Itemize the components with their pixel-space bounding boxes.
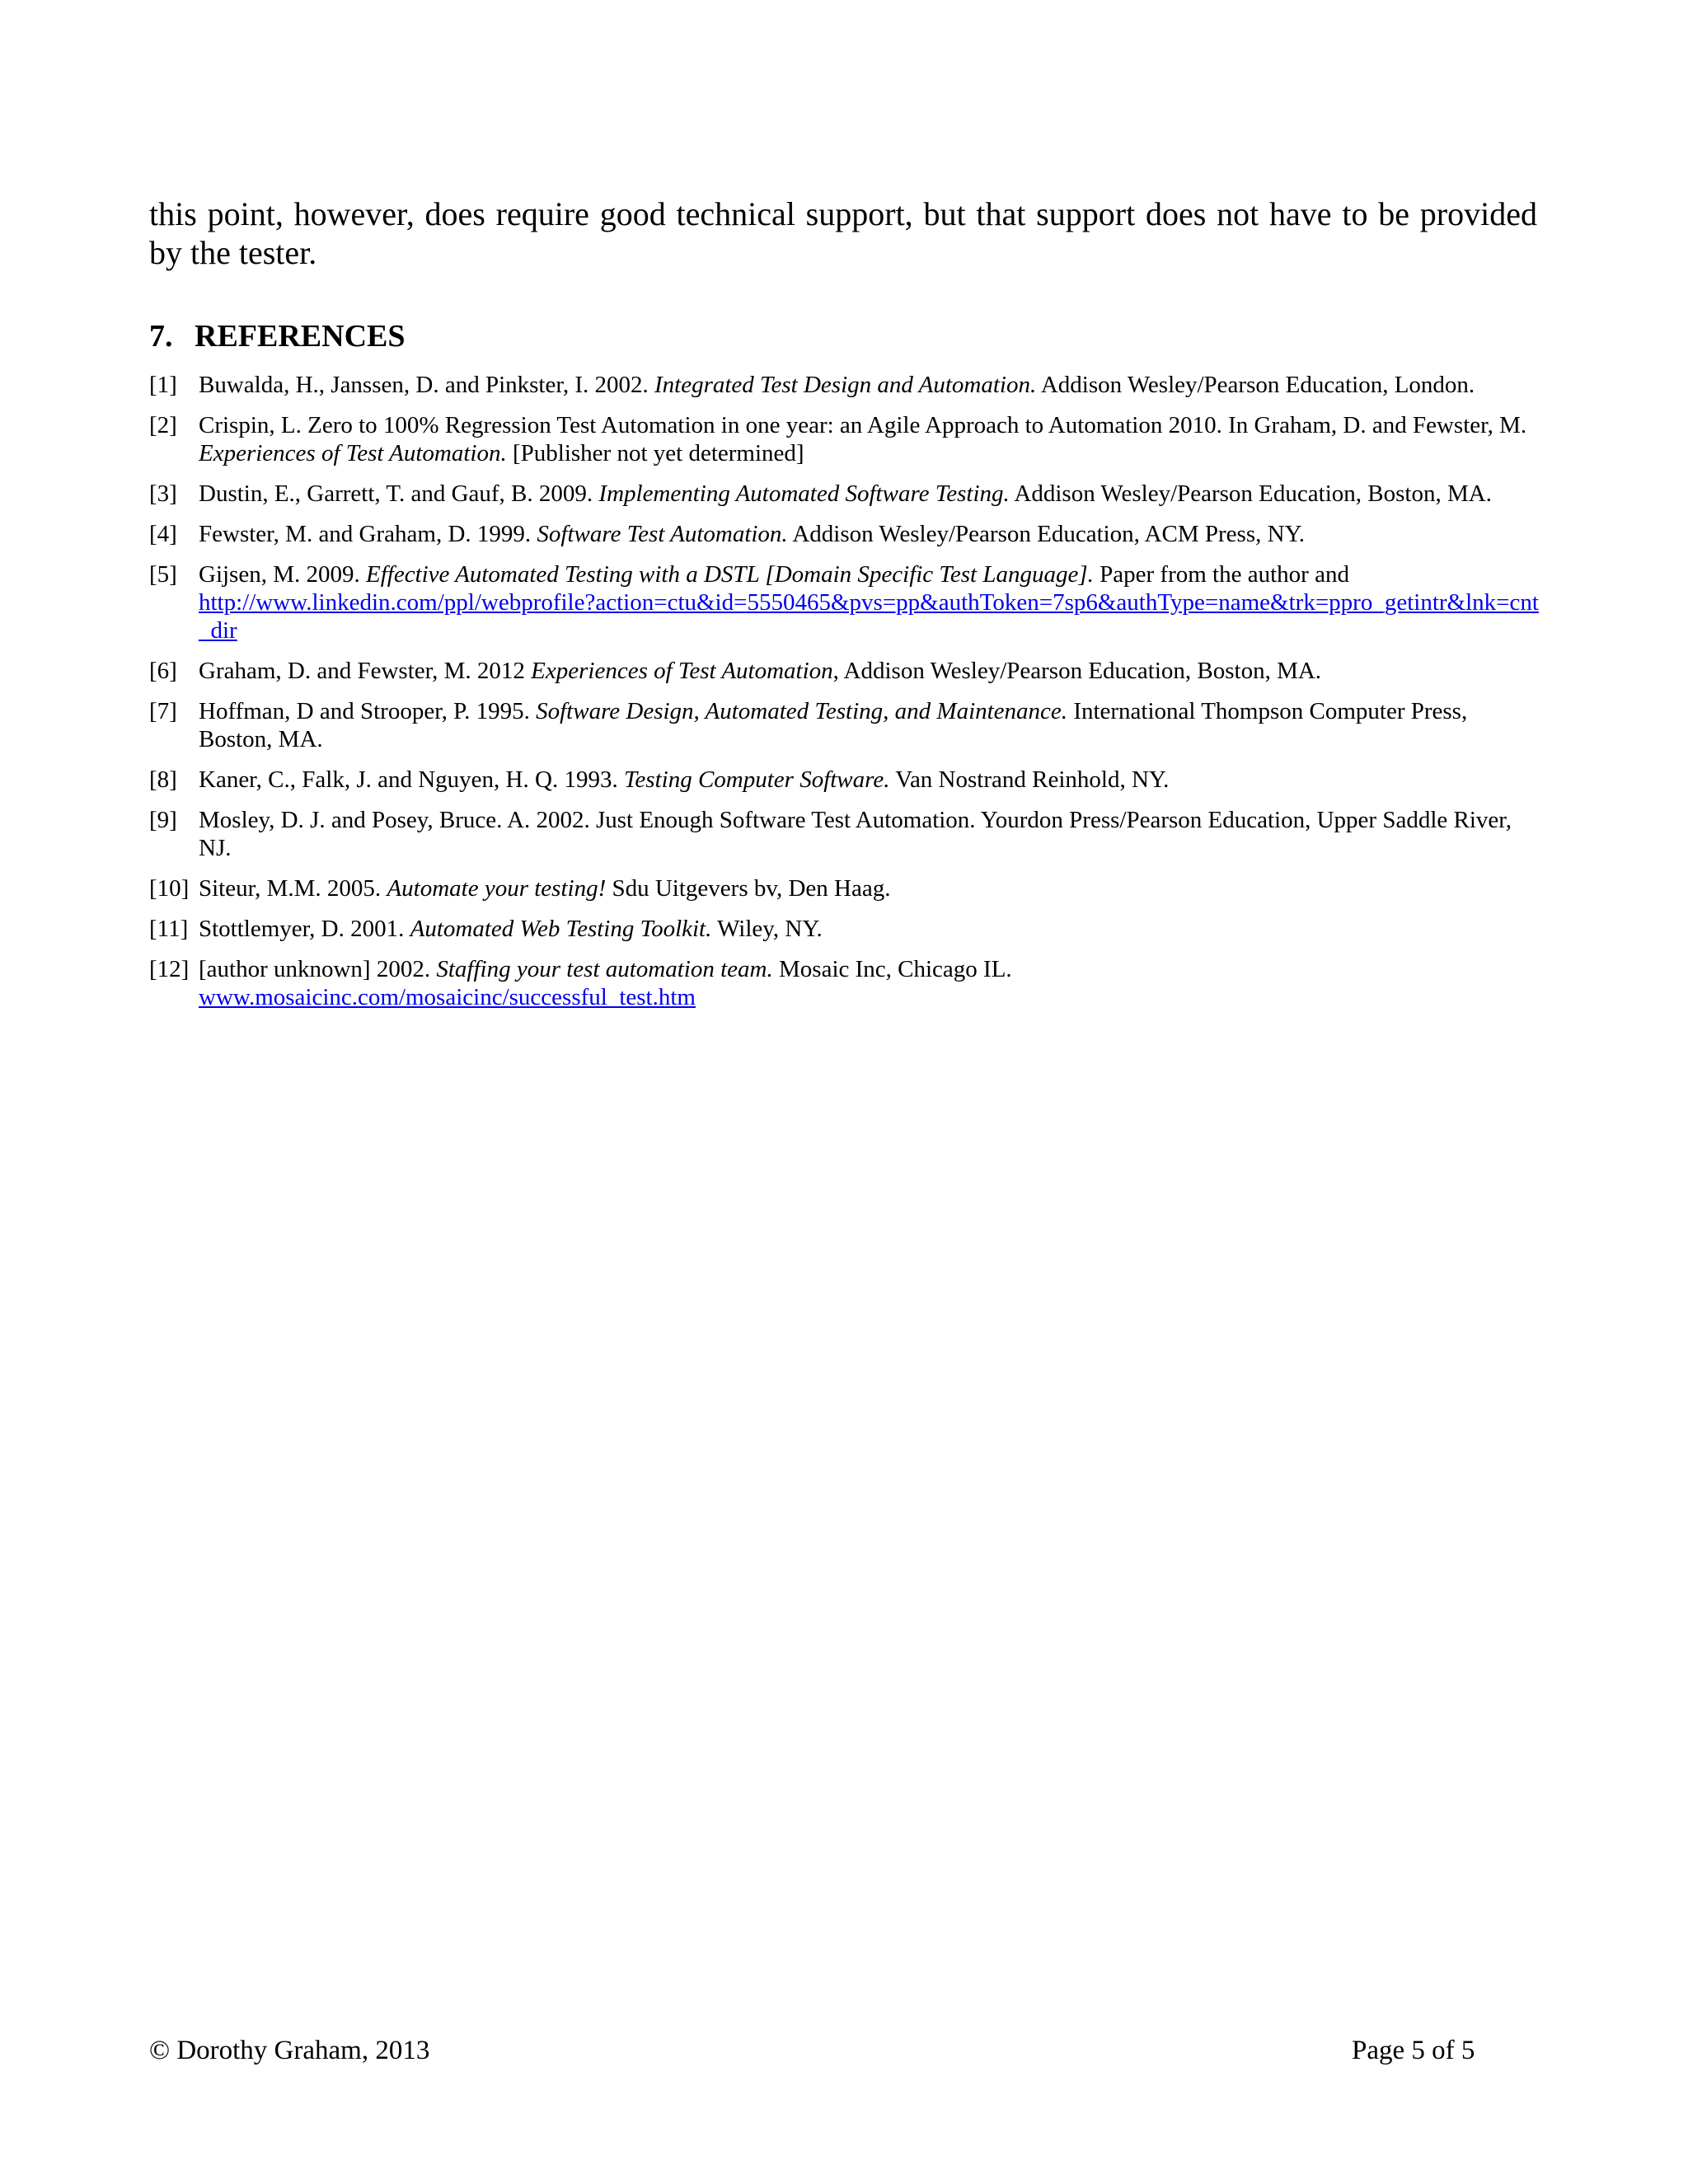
- reference-title: Automated Web Testing Toolkit.: [410, 916, 712, 942]
- reference-item-7: [149, 697, 1542, 753]
- reference-title: Software Design, Automated Testing, and Maintenance.: [536, 698, 1068, 724]
- reference-authors: Crispin, L. Zero to 100% Regression Test Automation in one year: an Agile Approach to Automation 2010. In Graham, D. and Fewster, M.: [199, 412, 1527, 438]
- reference-text: [199, 697, 1542, 753]
- reference-number: [9]: [149, 807, 177, 833]
- section-heading-references: [149, 316, 406, 356]
- reference-title: Testing Computer Software.: [623, 766, 890, 793]
- reference-authors: Gijsen, M. 2009.: [199, 561, 366, 588]
- reference-title: Experiences of Test Automation.: [199, 440, 507, 466]
- reference-number: [7]: [149, 698, 177, 724]
- reference-title: Automate your testing!: [387, 875, 607, 902]
- reference-publisher: Mosaic Inc, Chicago IL.: [772, 956, 1012, 982]
- reference-title: Software Test Automation.: [537, 521, 788, 547]
- reference-number: [2]: [149, 412, 177, 438]
- reference-number: [12]: [149, 956, 190, 982]
- reference-title: Staffing your test automation team.: [436, 956, 773, 982]
- reference-publisher: , Addison Wesley/Pearson Education, Boston, MA.: [832, 658, 1322, 684]
- reference-title: Integrated Test Design and Automation.: [654, 372, 1037, 398]
- reference-publisher: Addison Wesley/Pearson Education, London.: [1036, 372, 1475, 398]
- reference-number: [8]: [149, 766, 177, 793]
- reference-number: [10]: [149, 875, 190, 902]
- reference-publisher: Van Nostrand Reinhold, NY.: [889, 766, 1170, 793]
- reference-publisher: Sdu Uitgevers bv, Den Haag.: [606, 875, 891, 902]
- reference-authors: [author unknown] 2002.: [199, 956, 437, 982]
- reference-text: [199, 915, 1542, 943]
- reference-authors: Buwalda, H., Janssen, D. and Pinkster, I. 2002.: [199, 372, 654, 398]
- reference-item-2: [149, 411, 1542, 467]
- reference-publisher: Paper from the author and: [1093, 561, 1349, 588]
- reference-title: Experiences of Test Automation: [531, 658, 833, 684]
- reference-text: [199, 520, 1542, 548]
- reference-authors: Mosley, D. J. and Posey, Bruce. A. 2002. Just Enough Software Test Automation. Yourdon Press/Pearson Education, Upper Saddle River, NJ.: [199, 807, 1512, 861]
- reference-authors: Kaner, C., Falk, J. and Nguyen, H. Q. 1993.: [199, 766, 624, 793]
- reference-publisher: Addison Wesley/Pearson Education, ACM Press, NY.: [787, 521, 1306, 547]
- reference-text: [199, 874, 1542, 902]
- reference-number: [3]: [149, 480, 177, 507]
- reference-text: [199, 411, 1542, 467]
- reference-publisher: Wiley, NY.: [711, 916, 823, 942]
- reference-text: [199, 480, 1542, 508]
- reference-number: [6]: [149, 658, 177, 684]
- section-title: REFERENCES: [195, 319, 406, 354]
- reference-text: [199, 657, 1542, 685]
- reference-text: [199, 955, 1542, 1011]
- reference-publisher: Addison Wesley/Pearson Education, Boston, MA.: [1009, 480, 1492, 507]
- reference-authors: Dustin, E., Garrett, T. and Gauf, B. 2009.: [199, 480, 599, 507]
- reference-title: Implementing Automated Software Testing.: [598, 480, 1010, 507]
- reference-text: [199, 560, 1542, 644]
- reference-item-10: [149, 874, 1542, 902]
- footer-page-number: Page 5 of 5: [1352, 2036, 1475, 2065]
- reference-authors: Fewster, M. and Graham, D. 1999.: [199, 521, 537, 547]
- reference-item-12: [149, 955, 1542, 1011]
- reference-number: [1]: [149, 372, 177, 398]
- reference-text: [199, 766, 1542, 794]
- reference-authors: Hoffman, D and Strooper, P. 1995.: [199, 698, 537, 724]
- reference-item-6: [149, 657, 1542, 685]
- reference-text: [199, 806, 1542, 862]
- intro-paragraph: this point, however, does require good technical support, but that support does not have to be provided by the tester.: [149, 195, 1537, 271]
- reference-authors: Siteur, M.M. 2005.: [199, 875, 387, 902]
- reference-title: Effective Automated Testing with a DSTL [Domain Specific Test Language].: [366, 561, 1094, 588]
- reference-item-1: [149, 371, 1542, 399]
- reference-item-11: [149, 915, 1542, 943]
- reference-item-3: [149, 480, 1542, 508]
- reference-number: [4]: [149, 521, 177, 547]
- reference-item-8: [149, 766, 1542, 794]
- footer-copyright: © Dorothy Graham, 2013: [149, 2036, 430, 2065]
- reference-item-9: [149, 806, 1542, 862]
- reference-publisher: International Thompson Computer Press, Boston, MA.: [199, 698, 1468, 752]
- reference-item-4: [149, 520, 1542, 548]
- reference-link-linkedin[interactable]: http://www.linkedin.com/ppl/webprofile?action=ctu&id=5550465&pvs=pp&authToken=7sp6&authType=name&trk=ppro_getintr&lnk=cnt_dir: [199, 589, 1539, 644]
- reference-text: [199, 371, 1542, 399]
- reference-link-mosaic[interactable]: www.mosaicinc.com/mosaicinc/successful_test.htm: [199, 984, 696, 1010]
- reference-list: [149, 371, 1542, 1024]
- reference-authors: Graham, D. and Fewster, M. 2012: [199, 658, 532, 684]
- section-number: 7.: [149, 319, 173, 354]
- reference-publisher: [Publisher not yet determined]: [506, 440, 804, 466]
- reference-item-5: [149, 560, 1542, 644]
- reference-number: [5]: [149, 561, 177, 588]
- reference-number: [11]: [149, 916, 189, 942]
- reference-authors: Stottlemyer, D. 2001.: [199, 916, 410, 942]
